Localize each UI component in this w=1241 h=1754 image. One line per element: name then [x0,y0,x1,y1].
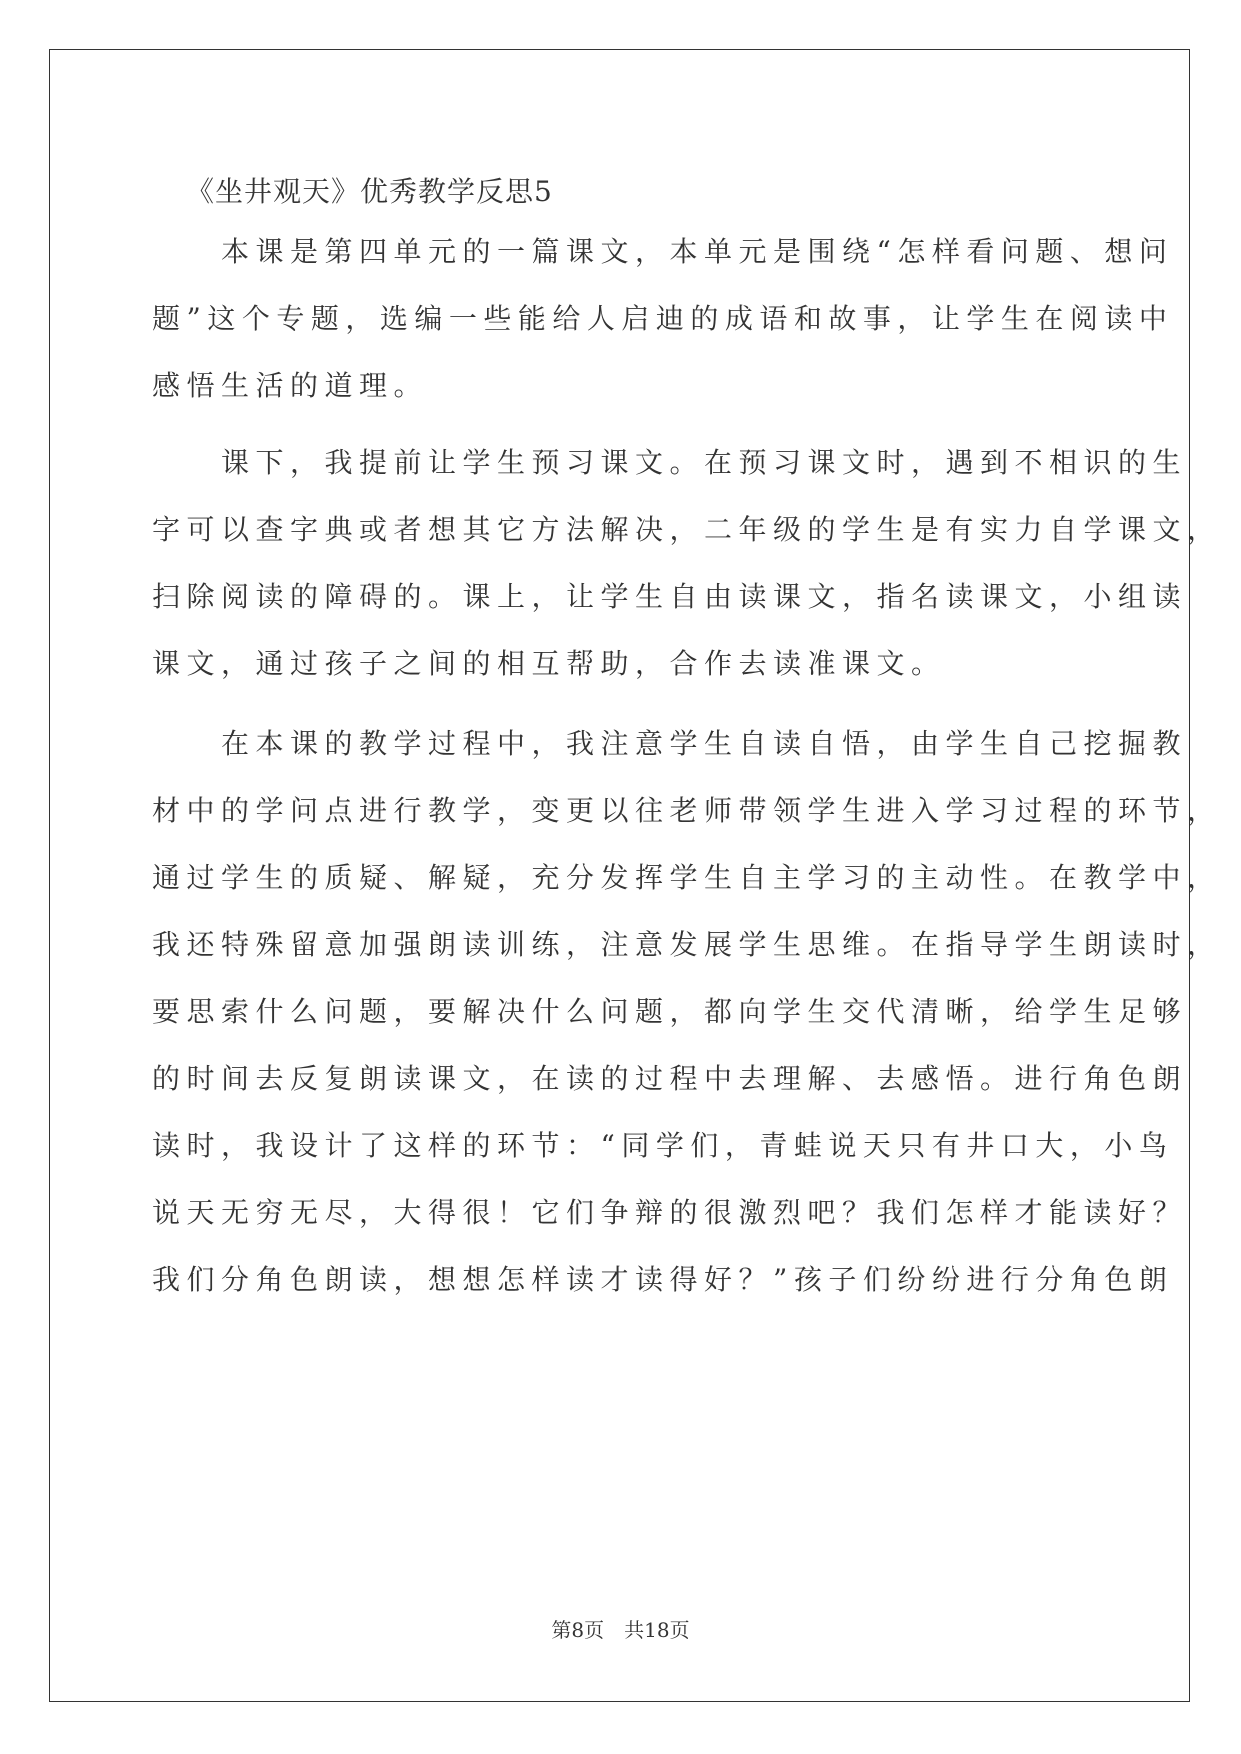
body-line: 扫除阅读的障碍的。课上，让学生自由读课文，指名读课文，小组读 [152,580,1188,613]
body-line: 我还特殊留意加强朗读训练，注意发展学生思维。在指导学生朗读时， [152,928,1222,961]
page-footer [0,1617,1241,1643]
body-line: 读时，我设计了这样的环节：“同学们，青蛙说天只有井口大，小鸟 [152,1129,1174,1162]
body-line: 通过学生的质疑、解疑，充分发挥学生自主学习的主动性。在教学中， [152,861,1222,894]
page-total: 共18页 [624,1618,690,1642]
body-line: 课文，通过孩子之间的相互帮助，合作去读准课文。 [152,647,946,680]
body-line: 在本课的教学过程中，我注意学生自读自悟，由学生自己挖掘教 [152,727,1188,760]
page-number: 第8页 [551,1618,605,1642]
body-line: 说天无穷无尽，大得很！它们争辩的很激烈吧？我们怎样才能读好？ [152,1196,1188,1229]
body-line: 题”这个专题，选编一些能给人启迪的成语和故事，让学生在阅读中 [152,302,1174,335]
body-line: 课下，我提前让学生预习课文。在预习课文时，遇到不相识的生 [152,446,1188,479]
body-line: 要思索什么问题，要解决什么问题，都向学生交代清晰，给学生足够 [152,995,1188,1028]
body-line: 的时间去反复朗读课文，在读的过程中去理解、去感悟。进行角色朗 [152,1062,1188,1095]
body-line: 字可以查字典或者想其它方法解决，二年级的学生是有实力自学课文， [152,513,1222,546]
body-line: 我们分角色朗读，想想怎样读才读得好？”孩子们纷纷进行分角色朗 [152,1263,1174,1296]
document-title: 《坐井观天》优秀教学反思5 [186,175,553,208]
body-line: 感悟生活的道理。 [152,369,429,402]
body-line: 材中的学问点进行教学，变更以往老师带领学生进入学习过程的环节， [152,794,1222,827]
body-line: 本课是第四单元的一篇课文，本单元是围绕“怎样看问题、想问 [152,235,1174,268]
